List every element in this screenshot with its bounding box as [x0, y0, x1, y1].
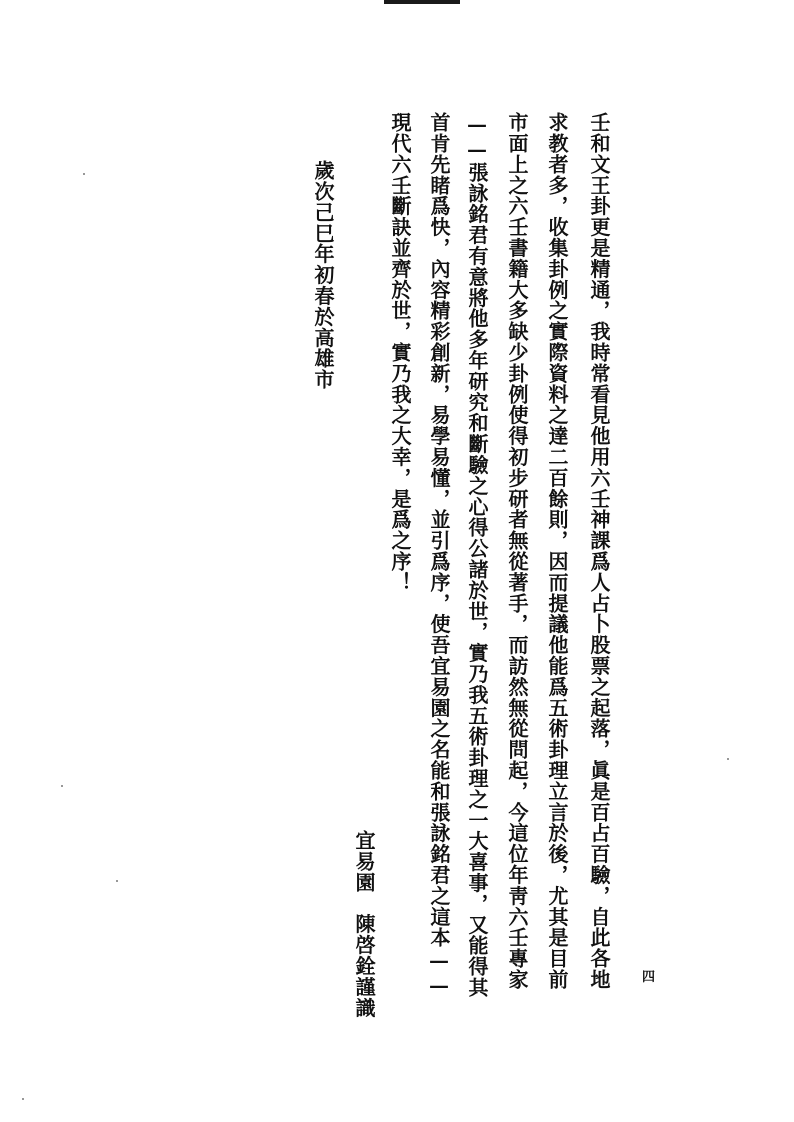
- text-column-6: 現代六壬斷訣並齊於世，實乃我之大幸，是爲之序！: [388, 112, 412, 593]
- scan-speck: [83, 173, 85, 175]
- scan-speck: [61, 785, 63, 787]
- text-column-2: 求教者多，收集卦例之實際資料之達二百餘則，因而提議他能爲五術卦理立言於後，尤其是目前: [545, 112, 569, 990]
- signature-line: 宜易園 陳啓銓謹識: [352, 830, 376, 1019]
- top-edge-rule: [384, 0, 460, 4]
- scan-speck: [22, 1098, 24, 1100]
- text-column-1: 壬和文王卦更是精通，我時常看見他用六壬神課爲人占卜股票之起落，眞是百占百驗，自此各地: [587, 112, 611, 990]
- scan-speck: [116, 880, 118, 882]
- text-column-4: ——張詠銘君有意將他多年研究和斷驗之心得公諸於世，實乃我五術卦理之一大喜事，又能得其: [465, 112, 489, 998]
- text-column-5: 首肯先睹爲快，內容精彩創新，易學易懂，並引爲序，使吾宜易園之名能和張詠銘君之這本——: [427, 112, 451, 998]
- scan-speck: [727, 758, 729, 760]
- date-line: 歲次己巳年初春於高雄市: [311, 160, 335, 390]
- page-number: 四: [642, 970, 656, 985]
- text-column-3: 市面上之六壬書籍大多缺少卦例使得初步研者無從著手，而訪然無從問起，今這位年靑六壬專家: [505, 112, 529, 990]
